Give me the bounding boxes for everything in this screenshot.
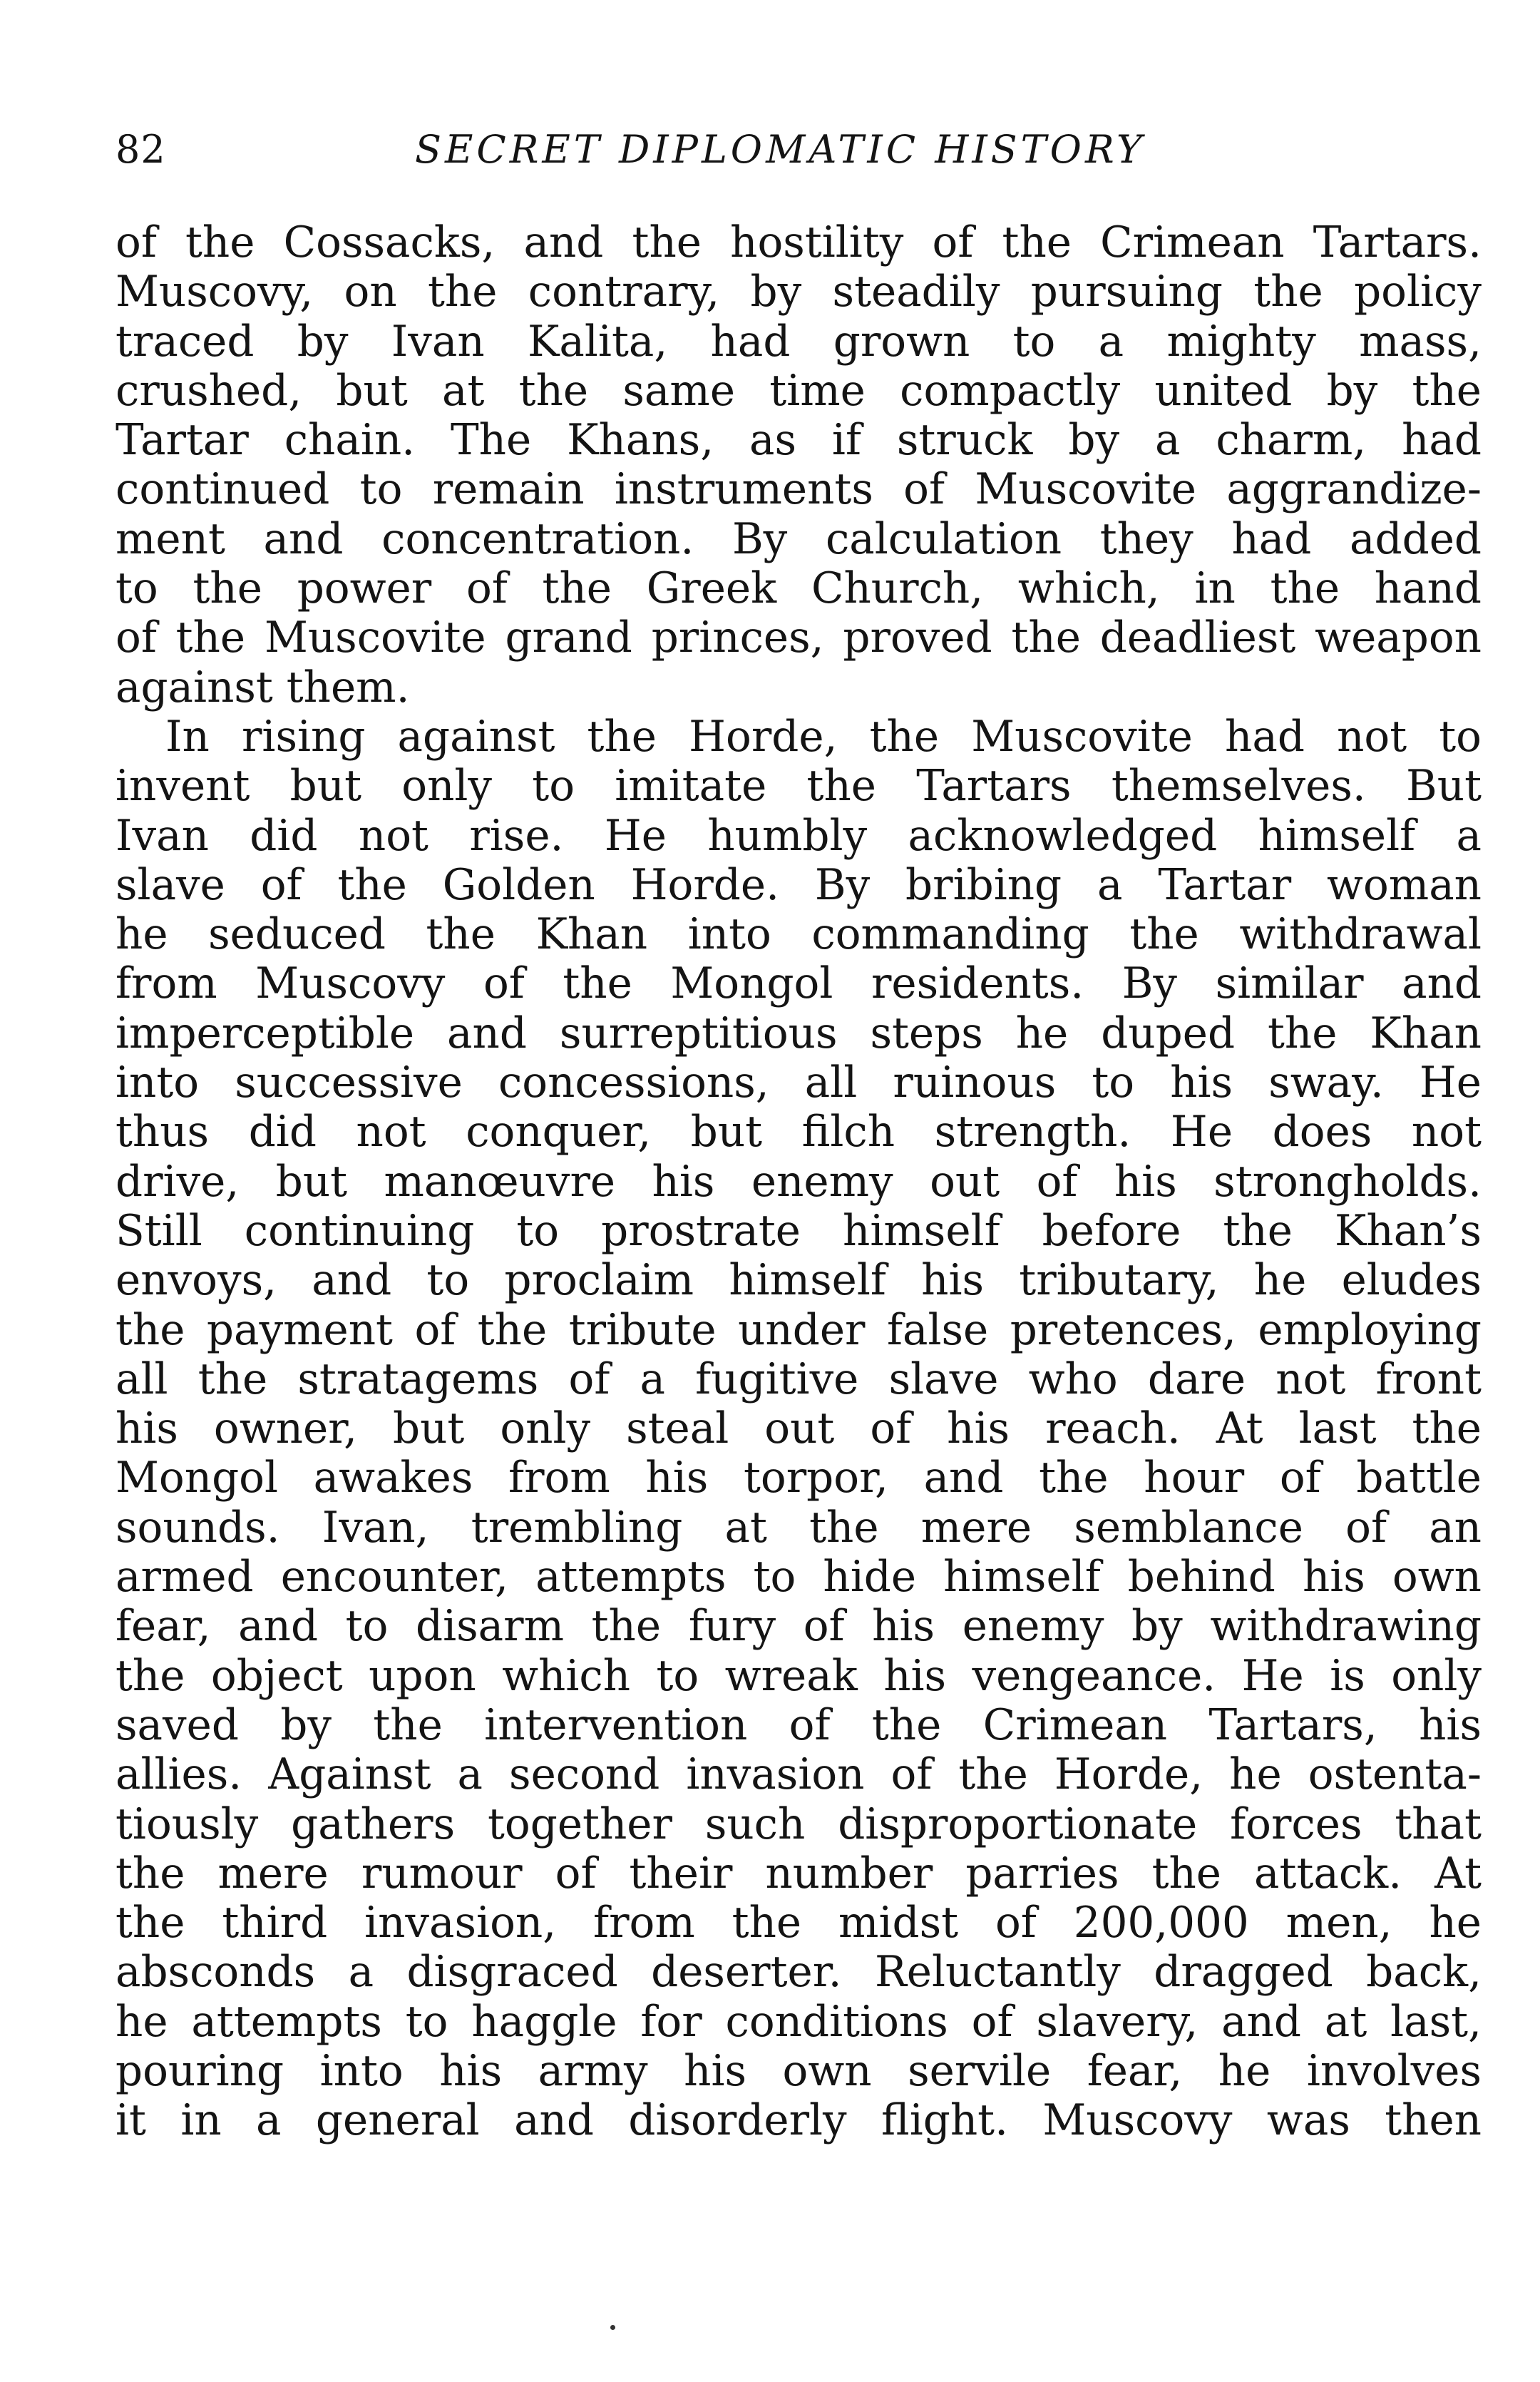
paragraph-first-line: In rising against the Horde, the Muscovite had not to: [165, 712, 1482, 762]
text-line: invent but only to imitate the Tartars themselves. But: [115, 762, 1482, 812]
running-title: SECRET DIPLOMATIC HISTORY: [415, 127, 1146, 172]
text-line: tiously gathers together such disproportionate forces that: [115, 1799, 1482, 1849]
text-line: it in a general and disorderly flight. Muscovy was then: [115, 2096, 1482, 2146]
text-line: allies. Against a second invasion of the Horde, he ostenta-: [115, 1750, 1482, 1800]
text-line: the object upon which to wreak his vengeance. He is only: [115, 1651, 1482, 1701]
text-line: ment and concentration. By calculation they had added: [115, 514, 1482, 564]
text-line: all the stratagems of a fugitive slave who dare not front: [115, 1354, 1482, 1404]
text-line: Ivan did not rise. He humbly acknowledged himself a: [115, 811, 1482, 861]
text-line: crushed, but at the same time compactly united by the: [115, 366, 1482, 416]
text-line: pouring into his army his own servile fear, he involves: [115, 2046, 1482, 2096]
text-line: the mere rumour of their number parries the attack. At: [115, 1849, 1482, 1898]
text-line: he seduced the Khan into commanding the withdrawal: [115, 910, 1482, 960]
text-line: thus did not conquer, but filch strength. He does not: [115, 1108, 1482, 1157]
body-text: [115, 218, 1482, 2146]
text-line: the third invasion, from the midst of 200,000 men, he: [115, 1898, 1482, 1948]
text-line: of the Cossacks, and the hostility of the Crimean Tartars.: [115, 218, 1482, 267]
text-line: fear, and to disarm the fury of his enemy by withdrawing: [115, 1602, 1482, 1652]
text-line: he attempts to haggle for conditions of slavery, and at last,: [115, 1997, 1482, 2047]
text-line: from Muscovy of the Mongol residents. By similar and: [115, 959, 1482, 1009]
text-line: armed encounter, attempts to hide himself behind his own: [115, 1553, 1482, 1603]
text-line: envoys, and to proclaim himself his tributary, he eludes: [115, 1256, 1482, 1306]
text-line: absconds a disgraced deserter. Reluctantly dragged back,: [115, 1948, 1482, 1998]
text-line: Tartar chain. The Khans, as if struck by a charm, had: [115, 416, 1482, 466]
page-number: 82: [115, 127, 166, 172]
text-line: Muscovy, on the contrary, by steadily pursuing the policy: [115, 267, 1482, 317]
text-line: slave of the Golden Horde. By bribing a Tartar woman: [115, 860, 1482, 910]
text-line: traced by Ivan Kalita, had grown to a mighty mass,: [115, 317, 1482, 367]
text-line: against them.: [115, 663, 410, 712]
text-line: sounds. Ivan, trembling at the mere semblance of an: [115, 1503, 1482, 1553]
text-line: Mongol awakes from his torpor, and the hour of battle: [115, 1453, 1482, 1503]
running-head: [115, 121, 1484, 178]
text-line: into successive concessions, all ruinous to his sway. He: [115, 1058, 1482, 1108]
text-line: to the power of the Greek Church, which, in the hand: [115, 564, 1482, 614]
text-line: continued to remain instruments of Muscovite aggrandize-: [115, 465, 1482, 515]
text-line: his owner, but only steal out of his reach. At last the: [115, 1404, 1482, 1454]
text-line: Still continuing to prostrate himself before the Khan’s: [115, 1206, 1482, 1256]
text-line: of the Muscovite grand princes, proved the deadliest weapon: [115, 613, 1482, 663]
text-line: imperceptible and surreptitious steps he duped the Khan: [115, 1008, 1482, 1058]
text-line: the payment of the tribute under false pretences, employing: [115, 1305, 1482, 1355]
text-line: drive, but manœuvre his enemy out of his strongholds.: [115, 1157, 1482, 1207]
ink-speck: [610, 2325, 615, 2330]
text-line: saved by the intervention of the Crimean Tartars, his: [115, 1700, 1482, 1750]
